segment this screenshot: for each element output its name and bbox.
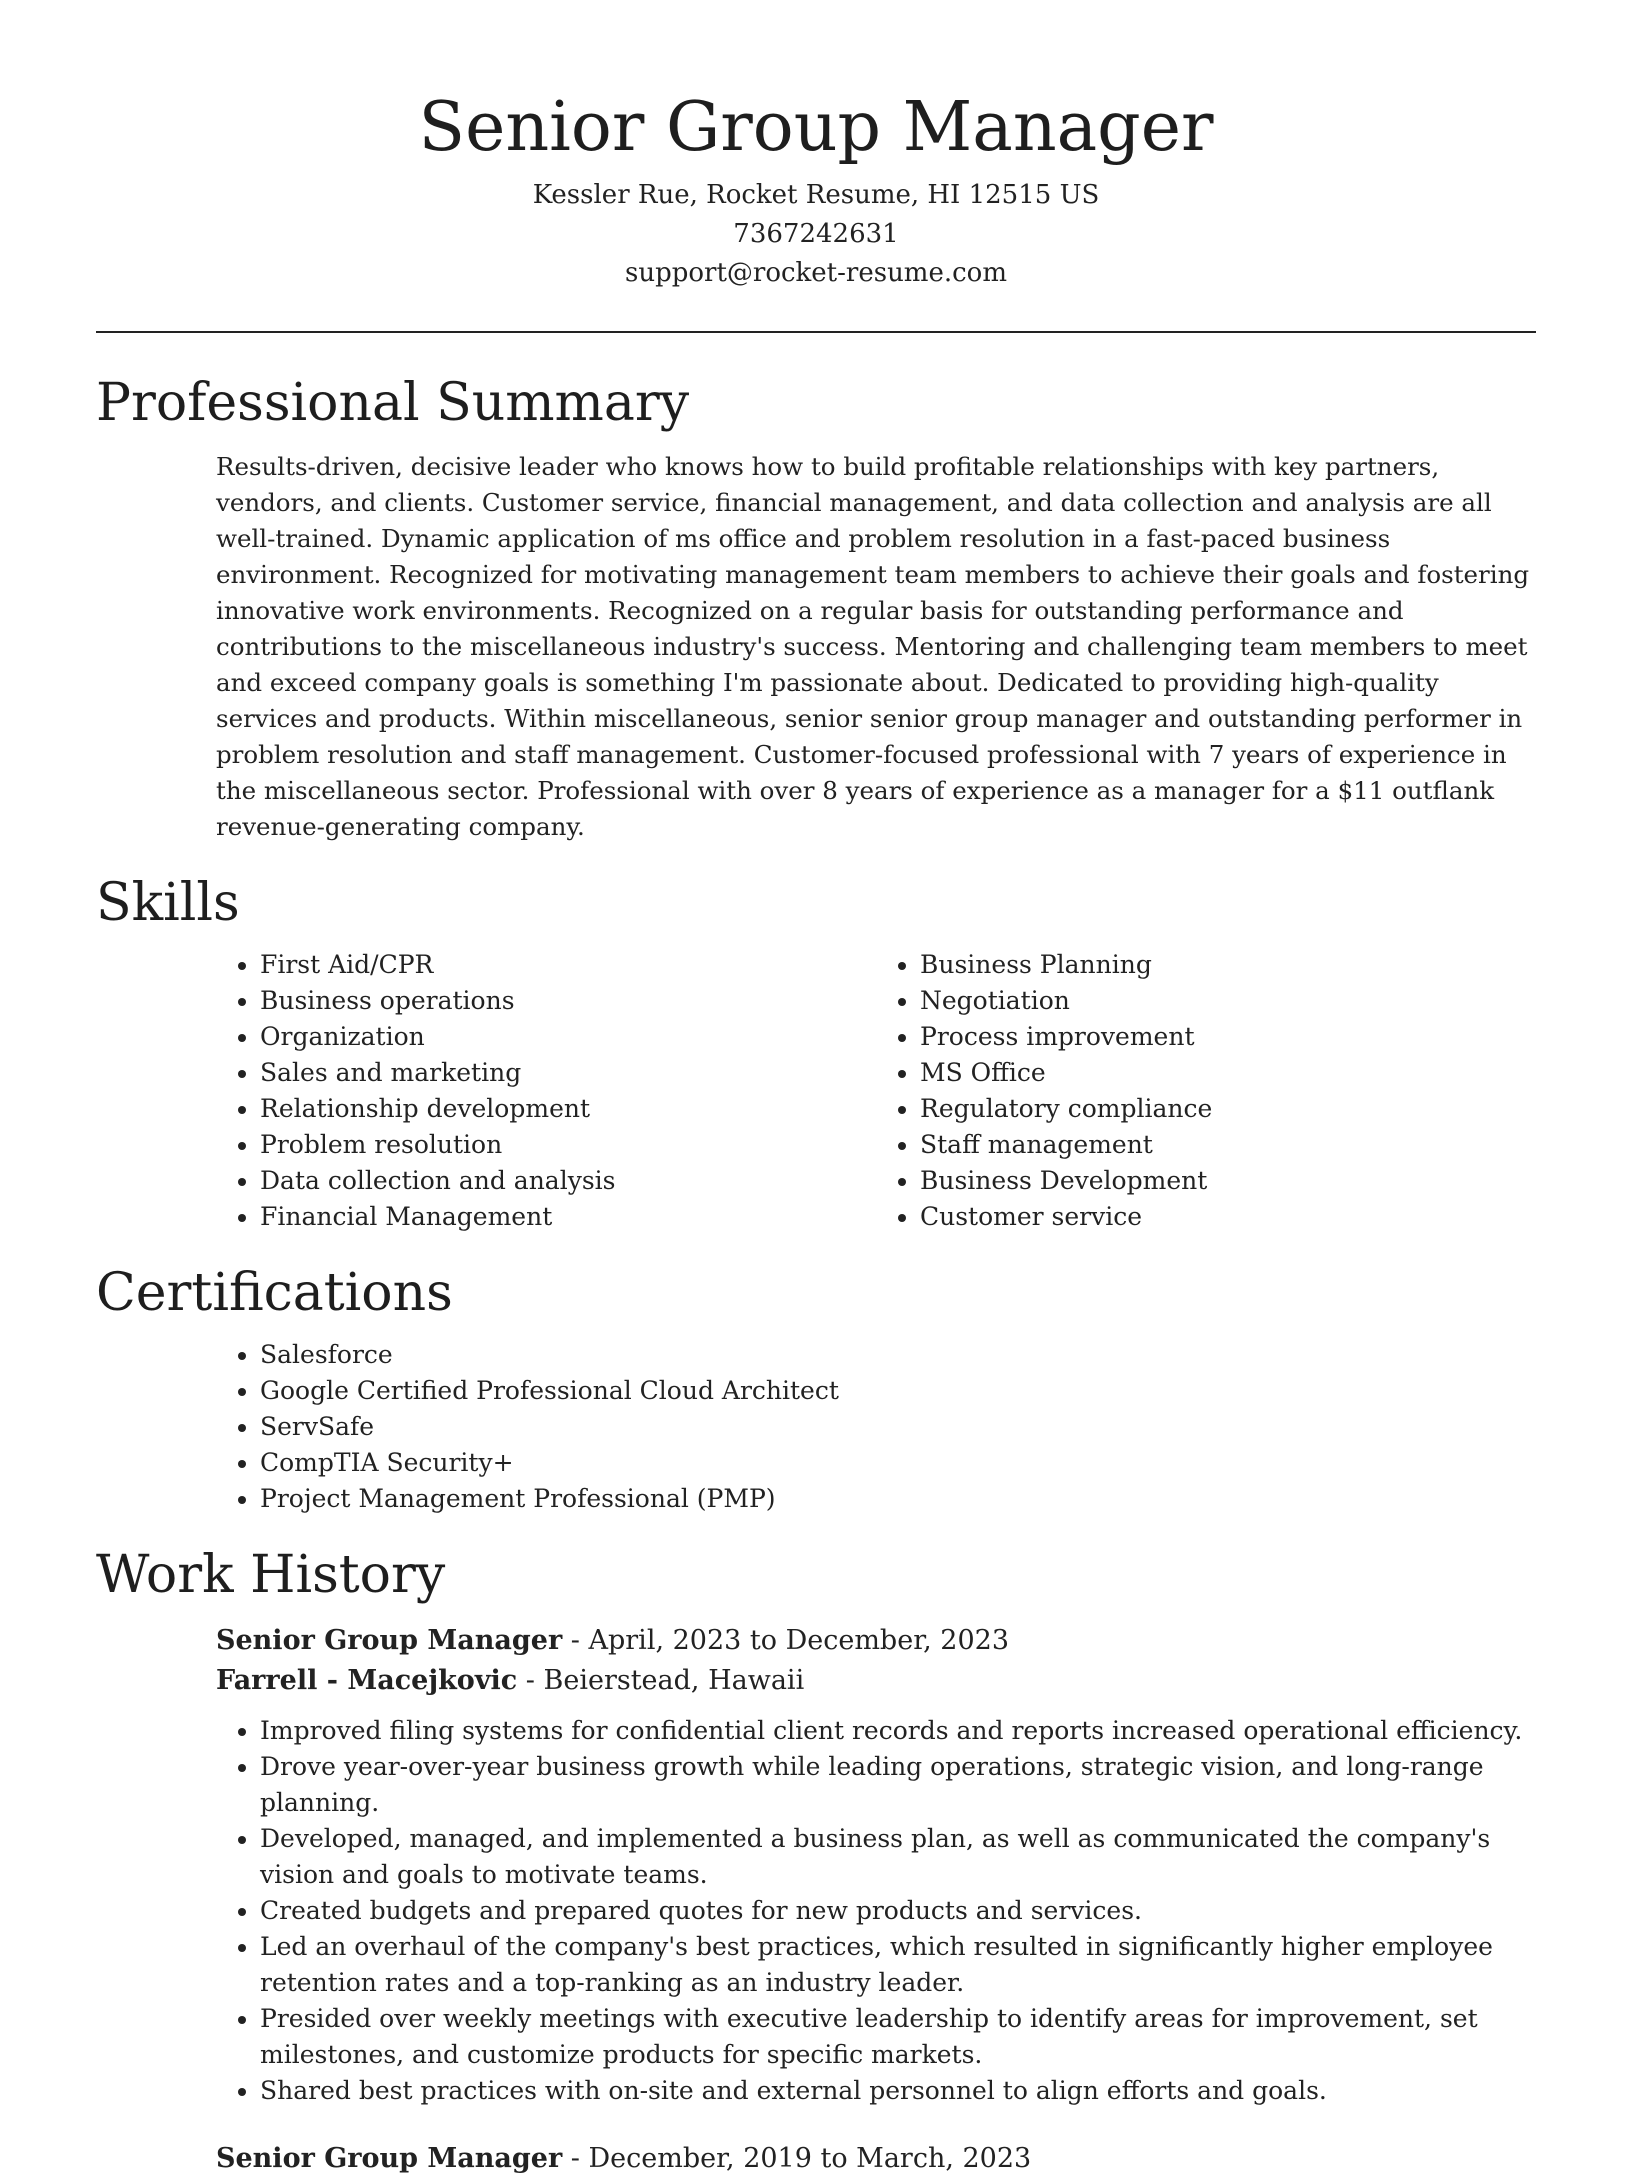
skill-item: • Business Planning (920, 947, 1536, 983)
job-bullet: • Presided over weekly meetings with executive leadership to identify areas for improvement, set milestones, and customize products for specific markets. (260, 2001, 1536, 2073)
job-bullet: • Shared best practices with on-site and external personnel to align efforts and goals. (260, 2073, 1536, 2109)
skill-item: • MS Office (920, 1055, 1536, 1091)
skill-item: • Customer service (920, 1199, 1536, 1235)
job-bullet-list (216, 1713, 1536, 2109)
skill-item: • First Aid/CPR (260, 947, 876, 983)
skill-item: • Problem resolution (260, 1127, 876, 1163)
skill-item: • Financial Management (260, 1199, 876, 1235)
job-title: Senior Group Manager (216, 1625, 563, 1656)
job-bullet: • Improved filing systems for confidential client records and reports increased operational efficiency. (260, 1713, 1536, 1749)
skill-item: • Regulatory compliance (920, 1091, 1536, 1127)
skill-item: • Organization (260, 1019, 876, 1055)
skill-item: • Business Development (920, 1163, 1536, 1199)
work-history-section (96, 1543, 1536, 2179)
certification-item: • Google Certified Professional Cloud Architect (260, 1373, 1536, 1409)
job-bullet: • Led an overhaul of the company's best practices, which resulted in significantly higher employee retention rates and a top-ranking as an industry leader. (260, 1929, 1536, 2001)
skills-columns (216, 947, 1536, 1235)
job-bullet: • Created budgets and prepared quotes for new products and services. (260, 1893, 1536, 1929)
job-bullet: • Developed, managed, and implemented a business plan, as well as communicated the company's vision and goals to motivate teams. (260, 1821, 1536, 1893)
skills-list-left (216, 947, 876, 1235)
skills-heading: Skills (96, 873, 240, 933)
skill-item: • Business operations (260, 983, 876, 1019)
resume-title: Senior Group Manager (418, 88, 1214, 167)
certification-item: • ServSafe (260, 1409, 1536, 1445)
certifications-heading: Certifications (96, 1263, 453, 1323)
certification-item: • Project Management Professional (PMP) (260, 1481, 1536, 1517)
skills-section (96, 871, 1536, 1235)
job-dates: - December, 2019 to March, 2023 (562, 2143, 1032, 2174)
contact-block (96, 176, 1536, 293)
skill-item: • Sales and marketing (260, 1055, 876, 1091)
certification-item: • CompTIA Security+ (260, 1445, 1536, 1481)
summary-section (96, 371, 1536, 845)
skill-item: • Process improvement (920, 1019, 1536, 1055)
job-company: Farrell - Macejkovic (216, 1665, 518, 1696)
job-title-line (216, 2139, 1536, 2179)
job-title: Senior Group Manager (216, 2143, 563, 2174)
skills-list-right (876, 947, 1536, 1235)
certifications-list (216, 1337, 1536, 1517)
contact-address: Kessler Rue, Rocket Resume, HI 12515 US (532, 180, 1100, 210)
job-title-line (216, 1621, 1536, 1661)
skill-item: • Data collection and analysis (260, 1163, 876, 1199)
header-divider (96, 331, 1536, 333)
resume-header (96, 0, 1536, 293)
job-header (216, 1621, 1536, 1701)
job-bullet: • Drove year-over-year business growth while leading operations, strategic vision, and long-range planning. (260, 1749, 1536, 1821)
certifications-section (96, 1261, 1536, 1517)
skill-item: • Negotiation (920, 983, 1536, 1019)
summary-text: Results-driven, decisive leader who knows how to build profitable relationships with key partners, vendors, and clients. Customer service, financial management, and data collection and analysis are all well-trained. Dynamic application of ms office and problem resolution in a fast-paced business environment. Recognized for motivating management team members to achieve their goals and fostering innovative work environments. Recognized on a regular basis for outstanding performance and contributions to the miscellaneous industry's success. Mentoring and challenging team members to meet and exceed company goals is something I'm passionate about. Dedicated to providing high-quality services and products. Within miscellaneous, senior senior group manager and outstanding performer in problem resolution and staff management. Customer-focused professional with 7 years of experience in the miscellaneous sector. Professional with over 8 years of experience as a manager for a $11 outflank revenue-generating company. (216, 452, 1530, 841)
resume-page (96, 0, 1536, 2179)
work-history-heading: Work History (96, 1545, 446, 1605)
skill-item: • Staff management (920, 1127, 1536, 1163)
summary-heading: Professional Summary (96, 373, 690, 433)
job-dates: - April, 2023 to December, 2023 (562, 1625, 1010, 1656)
skill-item: • Relationship development (260, 1091, 876, 1127)
job-company-line (216, 1661, 1536, 1701)
job-header (216, 2139, 1536, 2179)
certification-item: • Salesforce (260, 1337, 1536, 1373)
contact-phone: 7367242631 (733, 219, 899, 249)
contact-email: support@rocket-resume.com (624, 258, 1007, 288)
job-location: - Beierstead, Hawaii (517, 1665, 805, 1696)
